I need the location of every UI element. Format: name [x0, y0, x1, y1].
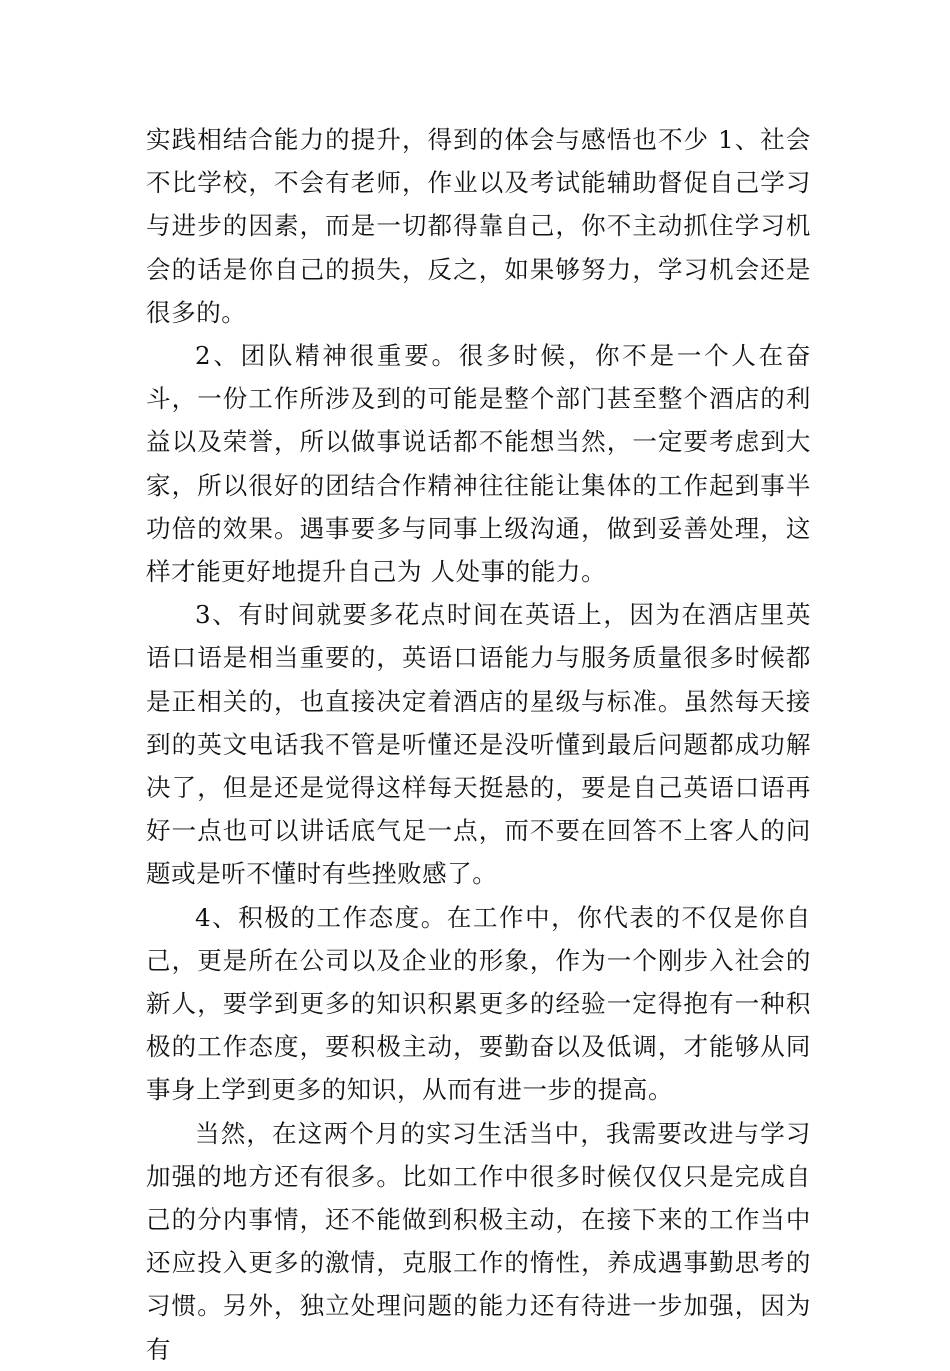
paragraph-4: 4、积极的工作态度。在工作中，你代表的不仅是你自己，更是所在公司以及企业的形象，作为一个刚步入社会的新人，要学到更多的知识积累更多的经验一定得抱有一种积极的工作态度，要积极主动，要勤奋以及低调，才能够从同事身上学到更多的知识，从而有进一步的提高。: [146, 902, 811, 1105]
paragraph-5: 当然，在这两个月的实习生活当中，我需要改进与学习加强的地方还有很多。比如工作中很多时候仅仅只是完成自己的分内事情，还不能做到积极主动，在接下来的工作当中还应投入更多的激情，克服工作的惰性，养成遇事勤思考的习惯。另外，独立处理问题的能力还有待进一步加强，因为有: [146, 1118, 811, 1364]
paragraph-3: 3、有时间就要多花点时间在英语上，因为在酒店里英语口语是相当重要的，英语口语能力与服务质量很多时候都是正相关的，也直接决定着酒店的星级与标准。虽然每天接到的英文电话我不管是听懂还是没听懂到最后问题都成功解决了，但是还是觉得这样每天挺悬的，要是自己英语口语再好一点也可以讲话底气足一点，而不要在回答不上客人的问题或是听不懂时有些挫败感了。: [146, 600, 811, 889]
document-page: [146, 118, 811, 1371]
paragraph-2: 2、团队精神很重要。很多时候，你不是一个人在奋斗，一份工作所涉及到的可能是整个部门甚至整个酒店的利益以及荣誉，所以做事说话都不能想当然，一定要考虑到大家，所以很好的团结合作精神往往能让集体的工作起到事半功倍的效果。遇事要多与同事上级沟通，做到妥善处理，这样才能更好地提升自己为 人处事的能力。: [146, 341, 811, 587]
paragraph-1: 实践相结合能力的提升，得到的体会与感悟也不少 1、社会不比学校，不会有老师，作业以及考试能辅助督促自己学习与进步的因素，而是一切都得靠自己，你不主动抓住学习机会的话是你自己的损失，反之，如果够努力，学习机会还是很多的。: [146, 125, 811, 327]
